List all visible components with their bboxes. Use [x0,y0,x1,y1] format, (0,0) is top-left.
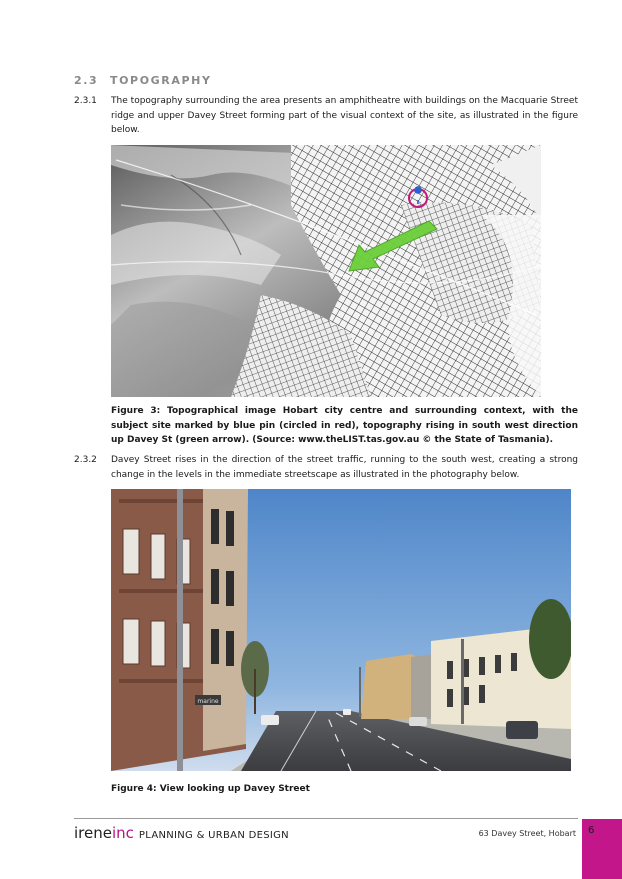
paragraph-text: The topography surrounding the area presents an amphitheatre with buildings on the Macquarie Street ridge and upper Davey Street forming part of the visual context of the site, as illustrated in the figure below. [111,96,578,136]
footer-address: 63 Davey Street, Hobart [478,829,576,838]
section-heading [74,74,212,87]
brand-logo [74,824,289,842]
paragraph-2-3-1 [74,94,578,138]
paragraph-text: Davey Street rises in the direction of the street traffic, running to the south west, creating a strong change in the levels in the immediate streetscape as illustrated in the photography below. [111,455,578,480]
figure-3-caption: Figure 3: Topographical image Hobart city centre and surrounding context, with the subject site marked by blue pin (circled in red), topography rising in south west direction up Davey St (green arrow). (Source: www.theLIST.tas.gov.au © the State of Tasmania). [111,406,578,446]
brand-name-part1: irene [74,824,112,842]
street-photo-figure [111,489,571,775]
paragraph-2-3-2 [74,453,578,482]
building-sign-text: marine [197,698,219,705]
street-photo-image [111,489,571,771]
section-number: 2.3 [74,74,99,87]
footer-divider [74,818,578,819]
page-number: 6 [588,825,595,836]
brand-tagline: PLANNING & URBAN DESIGN [138,830,289,841]
topographic-map-image [111,145,541,397]
section-title: TOPOGRAPHY [110,74,212,87]
paragraph-number: 2.3.2 [74,455,97,465]
paragraph-number: 2.3.1 [74,96,97,106]
topographic-map-figure [111,145,541,401]
brand-name-part2: inc [111,824,134,842]
page-number-box [582,819,622,879]
figure-4-caption: Figure 4: View looking up Davey Street [111,784,310,794]
